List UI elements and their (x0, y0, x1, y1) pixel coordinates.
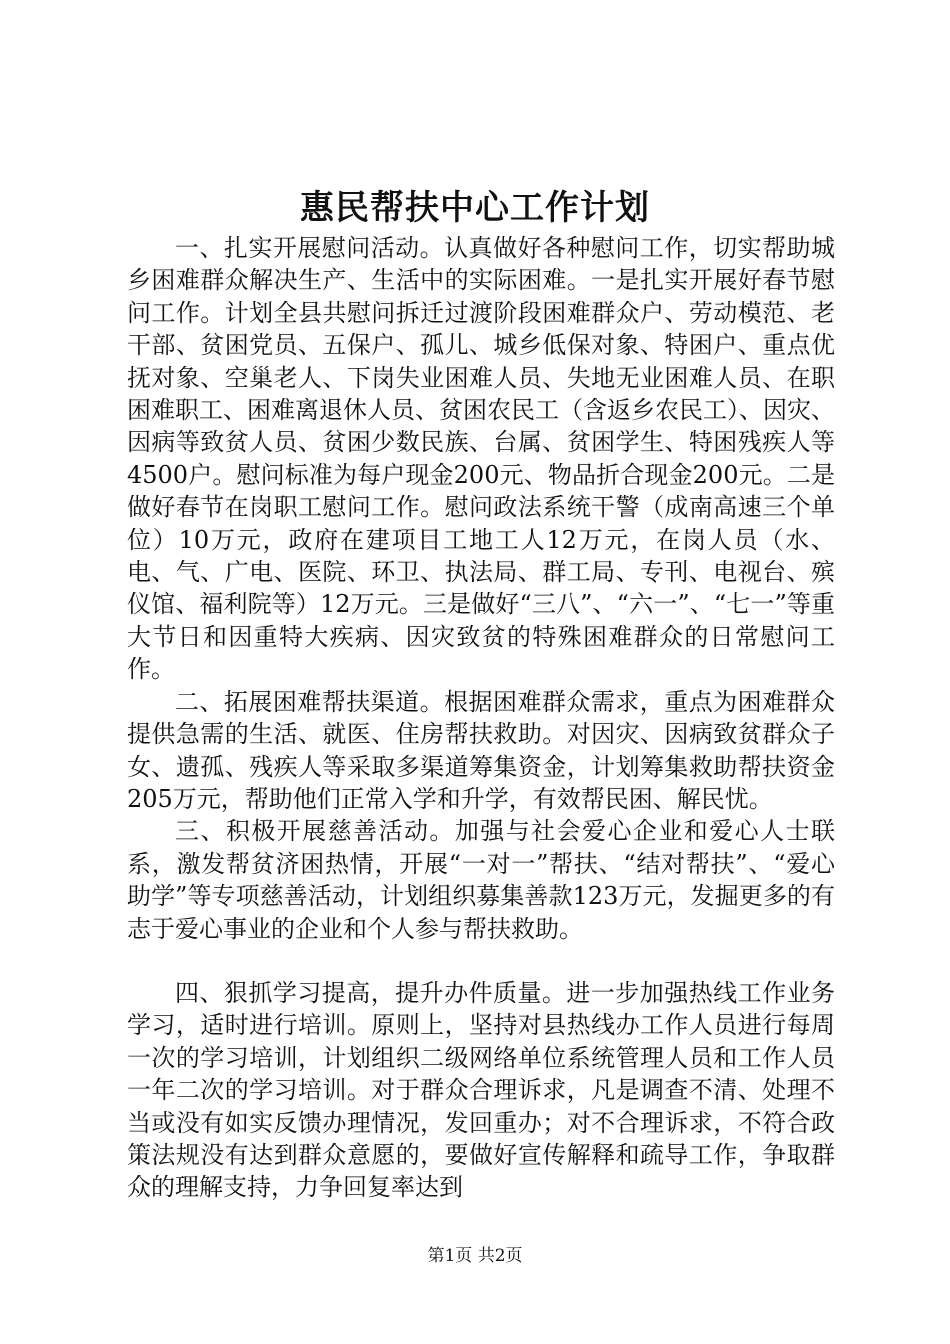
paragraph-condolence: 一、扎实开展慰问活动。认真做好各种慰问工作，切实帮助城乡困难群众解决生产、生活中的实际困难。一是扎实开展好春节慰问工作。计划全县共慰问拆迁过渡阶段困难群众户、劳动模范、老干部、贫困党员、五保户、孤儿、城乡低保对象、特困户、重点优抚对象、空巢老人、下岗失业困难人员、失地无业困难人员、在职困难职工、困难离退休人员、贫困农民工（含返乡农民工）、因灾、因病等致贫人员、贫困少数民族、台属、贫困学生、特困残疾人等4500户。慰问标准为每户现金200元、物品折合现金200元。二是做好春节在岗职工慰问工作。慰问政法系统干警（成南高速三个单位）10万元，政府在建项目工地工人12万元，在岗人员（水、电、气、广电、医院、环卫、执法局、群工局、专刊、电视台、殡仪馆、福利院等）12万元。三是做好“三八”、“六一”、“七一”等重大节日和因重特大疾病、因灾致贫的特殊困难群众的日常慰问工作。 (127, 234, 835, 684)
document-body (127, 232, 835, 1204)
paragraph-assistance-channels: 二、拓展困难帮扶渠道。根据困难群众需求，重点为困难群众提供急需的生活、就医、住房帮扶救助。对因灾、因病致贫群众子女、遗孤、残疾人等采取多渠道筹集资金，计划筹集救助帮扶资金205万元，帮助他们正常入学和升学，有效帮民困、解民忧。 (127, 687, 835, 813)
paragraph-charity: 三、积极开展慈善活动。加强与社会爱心企业和爱心人士联系，激发帮贫济困热情，开展“一对一”帮扶、“结对帮扶”、“爱心助学”等专项慈善活动，计划组织募集善款123万元，发掘更多的有志于爱心事业的企业和个人参与帮扶救助。 (127, 817, 835, 943)
paragraph-spacer (127, 945, 835, 977)
paragraph-study-quality: 四、狠抓学习提高，提升办件质量。进一步加强热线工作业务学习，适时进行培训。原则上，坚持对县热线办工作人员进行每周一次的学习培训，计划组织二级网络单位系统管理人员和工作人员一年二次的学习培训。对于群众合理诉求，凡是调查不清、处理不当或没有如实反馈办理情况，发回重办；对不合理诉求，不符合政策法规没有达到群众意愿的，要做好宣传解释和疏导工作，争取群众的理解支持，力争回复率达到 (127, 978, 835, 1202)
page-number-footer: 第1页 共2页 (427, 1246, 523, 1266)
document-title: 惠民帮扶中心工作计划 (300, 188, 650, 228)
